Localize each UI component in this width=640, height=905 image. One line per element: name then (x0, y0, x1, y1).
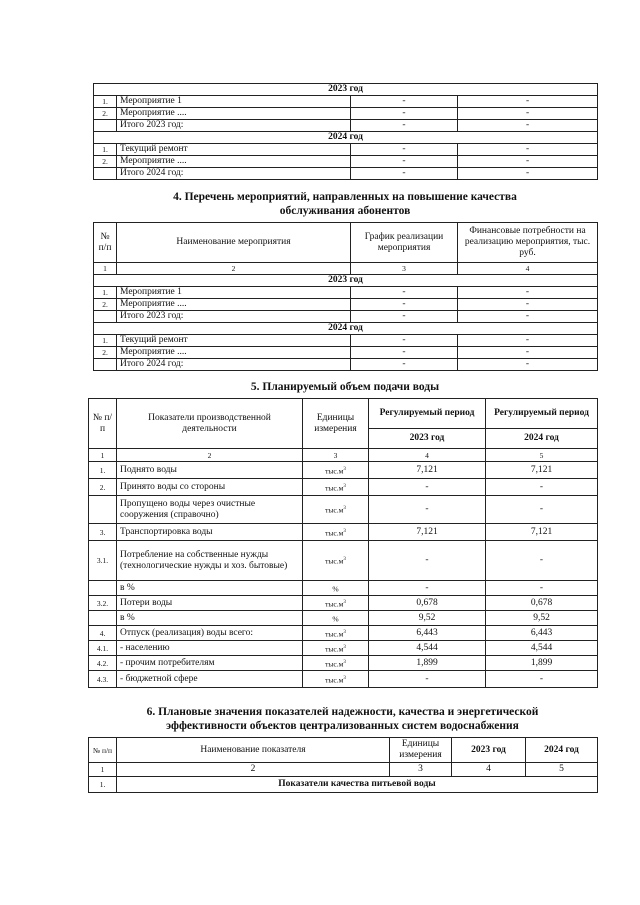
col-header-indicators: Показатели производственной деятельности (117, 399, 303, 449)
col-header-unit: Единицы измерения (390, 738, 452, 763)
col-header-finance: Финансовые потребности на реализацию мероприятия, тыс. руб. (458, 223, 598, 263)
table-row: в % % - - (89, 581, 598, 596)
col-header-schedule: График реализации мероприятия (351, 223, 458, 263)
section-4-title: 4. Перечень мероприятий, направленных на повышение качества обслуживания абонентов (173, 191, 517, 217)
table-row: Итого 2024 год: - - (94, 359, 598, 371)
col-header-indicator-name: Наименование показателя (117, 738, 390, 763)
table-row: 4. Отпуск (реализация) воды всего: $тыс.м^3$ 6,443 6,443 (89, 626, 598, 641)
col-header-2024: 2024 год (526, 738, 598, 763)
table-row: Пропущено воды через очистные сооружения (справочно) $тыс.м^3$ - - (89, 496, 598, 524)
col-header-2024: 2024 год (486, 429, 598, 449)
col-header-unit: Единицы измерения (303, 399, 369, 449)
section-5-title: 5. Планируемый объем подачи воды (250, 381, 440, 393)
table-row: 2. Мероприятие .... - - (94, 347, 598, 359)
table-row: 1. Мероприятие 1 - - (94, 96, 598, 108)
table-water-supply-volume: № п/п Показатели производственной деятельности Единицы измерения Регулируемый период Регулируемый период 2023 год 2024 год 1 2 3 4 5 1. Поднято воды $тыс.м^3$ 7,121 7,121 2. Принято воды со стороны $тыс.м^3$ - - Пропущено воды через очистные сооружения (справочно) $тыс.м^3$ - - 3. Транспортировка воды $тыс.м^3$ 7,121 7,121 3.1. Потребление на собственные нужды (технологические нужды и хоз. бытовые) $тыс.м^3$ - - в % % - - 3.2. Потери воды $тыс.м^3$ 0,678 0,678 в % % 9,52 9,52 4. Отпуск (реализация) воды всего: $тыс.м^3$ 6,443 6,443 4.1. - населению $тыс.м^3$ 4,544 4,544 4.2. - прочим потребителям $тыс.м^3$ 1,899 1,899 4.3. - бюджетной сфере $тыс.м^3$ - - (88, 398, 598, 688)
col-header-2023: 2023 год (369, 429, 486, 449)
year-header: 2024 год (94, 323, 598, 335)
col-header-period: Регулируемый период (486, 399, 598, 429)
col-header-num: № п/п (89, 399, 117, 449)
table-row: в % % 9,52 9,52 (89, 611, 598, 626)
year-header: 2024 год (94, 132, 598, 144)
table-row: 1. Текущий ремонт - - (94, 335, 598, 347)
table-row: 2. Мероприятие .... - - (94, 299, 598, 311)
table-row: Итого 2024 год: - - (94, 168, 598, 180)
section-6-title: 6. Плановые значения показателей надежности, качества и энергетической эффективности объектов централизованных систем водоснабжения (146, 706, 539, 732)
table-row: 3. Транспортировка воды $тыс.м^3$ 7,121 7,121 (89, 524, 598, 541)
col-header-2023: 2023 год (452, 738, 526, 763)
table-row: Итого 2023 год: - - (94, 311, 598, 323)
table-row: 2. Мероприятие .... - - (94, 108, 598, 120)
table-row: 1. Мероприятие 1 - - (94, 287, 598, 299)
table-row: 2. Мероприятие .... - - (94, 156, 598, 168)
table-row: 4.1. - населению $тыс.м^3$ 4,544 4,544 (89, 641, 598, 656)
table-row: 1. Поднято воды $тыс.м^3$ 7,121 7,121 (89, 462, 598, 479)
table-row: 4.3. - бюджетной сфере $тыс.м^3$ - - (89, 671, 598, 688)
col-header-num: № п/п (94, 223, 117, 263)
table-reliability-indicators: № п/п Наименование показателя Единицы измерения 2023 год 2024 год 1 2 3 4 5 1. Показатели качества питьевой воды (88, 737, 598, 793)
table-row: 3.1. Потребление на собственные нужды (технологические нужды и хоз. бытовые) $тыс.м^3$ - - (89, 541, 598, 581)
table-row: 3.2. Потери воды $тыс.м^3$ 0,678 0,678 (89, 596, 598, 611)
table-row: 1. Текущий ремонт - - (94, 144, 598, 156)
table-quality-activities: № п/п Наименование мероприятия График реализации мероприятия Финансовые потребности на реализацию мероприятия, тыс. руб. 1 2 3 4 2023 год 1. Мероприятие 1 - - 2. Мероприятие .... - - Итого 2023 год: - - 2024 год 1. Текущий ремонт - - 2. Мероприятие .... - - Итого 2024 год: - - (93, 222, 598, 371)
table-row: 2. Принято воды со стороны $тыс.м^3$ - - (89, 479, 598, 496)
table-row: 1. Показатели качества питьевой воды (89, 777, 598, 793)
year-header: 2023 год (94, 275, 598, 287)
col-header-num: № п/п (89, 738, 117, 763)
table-row: Итого 2023 год: - - (94, 120, 598, 132)
table-activities-continued (93, 83, 598, 180)
group-header-water-quality: Показатели качества питьевой воды (117, 777, 598, 793)
table-row: 4.2. - прочим потребителям $тыс.м^3$ 1,899 1,899 (89, 656, 598, 671)
year-header: 2023 год (94, 84, 598, 96)
col-header-name: Наименование мероприятия (117, 223, 351, 263)
col-header-period: Регулируемый период (369, 399, 486, 429)
